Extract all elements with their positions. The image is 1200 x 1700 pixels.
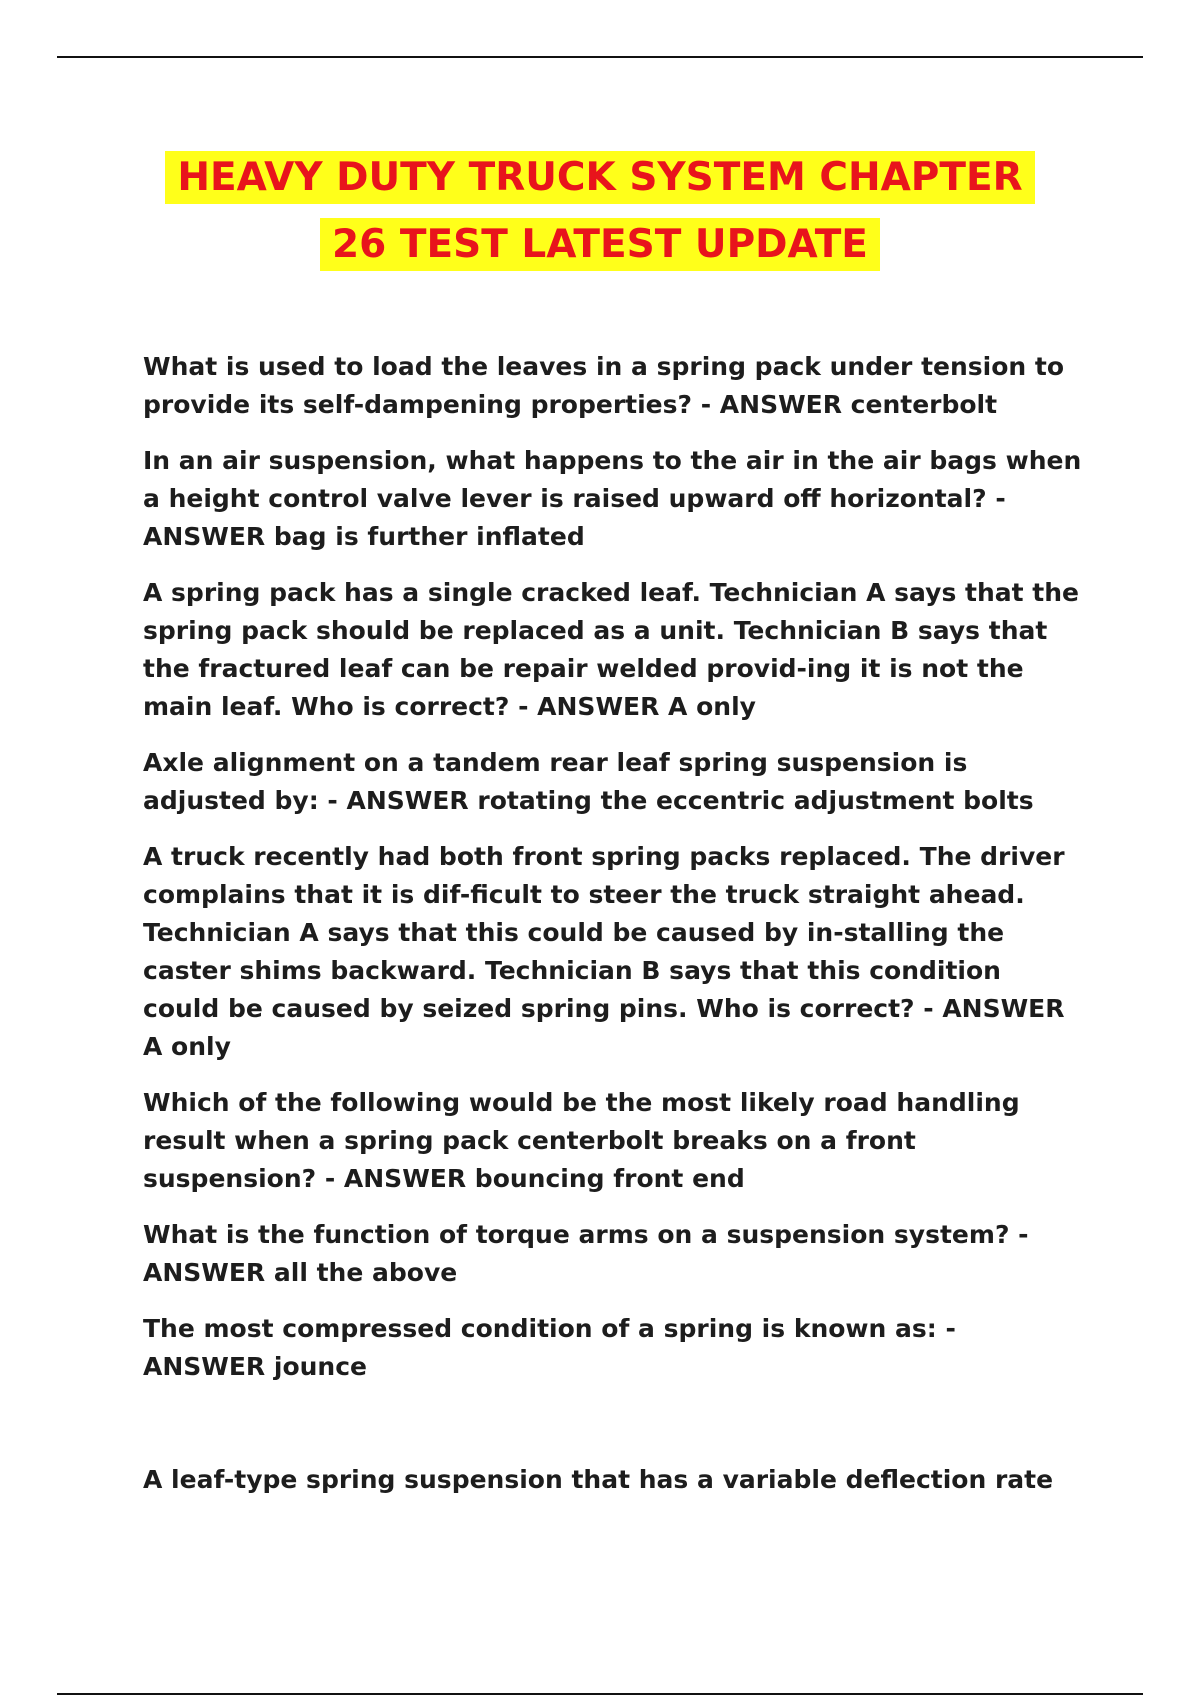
question-item-9: A leaf-type spring suspension that has a variable deflection rate bbox=[143, 1465, 1054, 1494]
document-title bbox=[0, 144, 1200, 278]
question-item-2: In an air suspension, what happens to the air in the air bags when a height control valve lever is raised upward off horizontal? - ANSWER bag is further inflated bbox=[143, 446, 1082, 551]
question-item-3: A spring pack has a single cracked leaf. Technician A says that the spring pack should be replaced as a unit. Technician B says that the fractured leaf can be repair welded provid-ing it is not the main leaf. Who is correct? - ANSWER A only bbox=[143, 578, 1080, 721]
question-item-5: A truck recently had both front spring packs replaced. The driver complains that it is dif-ficult to steer the truck straight ahead. Technician A says that this could be caused by in-stalling the caster shims backward. Technician B says that this condition could be caused by seized spring pins. Who is correct? - ANSWER A only bbox=[143, 842, 1065, 1061]
question-list bbox=[143, 348, 1083, 1517]
top-divider bbox=[57, 56, 1143, 58]
question-item-8: The most compressed condition of a spring is known as: - ANSWER jounce bbox=[143, 1314, 956, 1381]
title-line-1 bbox=[0, 144, 1200, 211]
title-line-2-text: 26 TEST LATEST UPDATE bbox=[320, 218, 880, 271]
title-line-1-text: HEAVY DUTY TRUCK SYSTEM CHAPTER bbox=[165, 151, 1034, 204]
title-line-2 bbox=[0, 211, 1200, 278]
question-item-6: Which of the following would be the most likely road handling result when a spring pack centerbolt breaks on a front suspension? - ANSWER bouncing front end bbox=[143, 1088, 1020, 1193]
question-item-1: What is used to load the leaves in a spring pack under tension to provide its self-dampening properties? - ANSWER centerbolt bbox=[143, 352, 1065, 419]
bottom-divider bbox=[57, 1693, 1143, 1695]
question-item-4: Axle alignment on a tandem rear leaf spring suspension is adjusted by: - ANSWER rotating the eccentric adjustment bolts bbox=[143, 748, 1034, 815]
question-item-7: What is the function of torque arms on a suspension system? - ANSWER all the above bbox=[143, 1220, 1029, 1287]
